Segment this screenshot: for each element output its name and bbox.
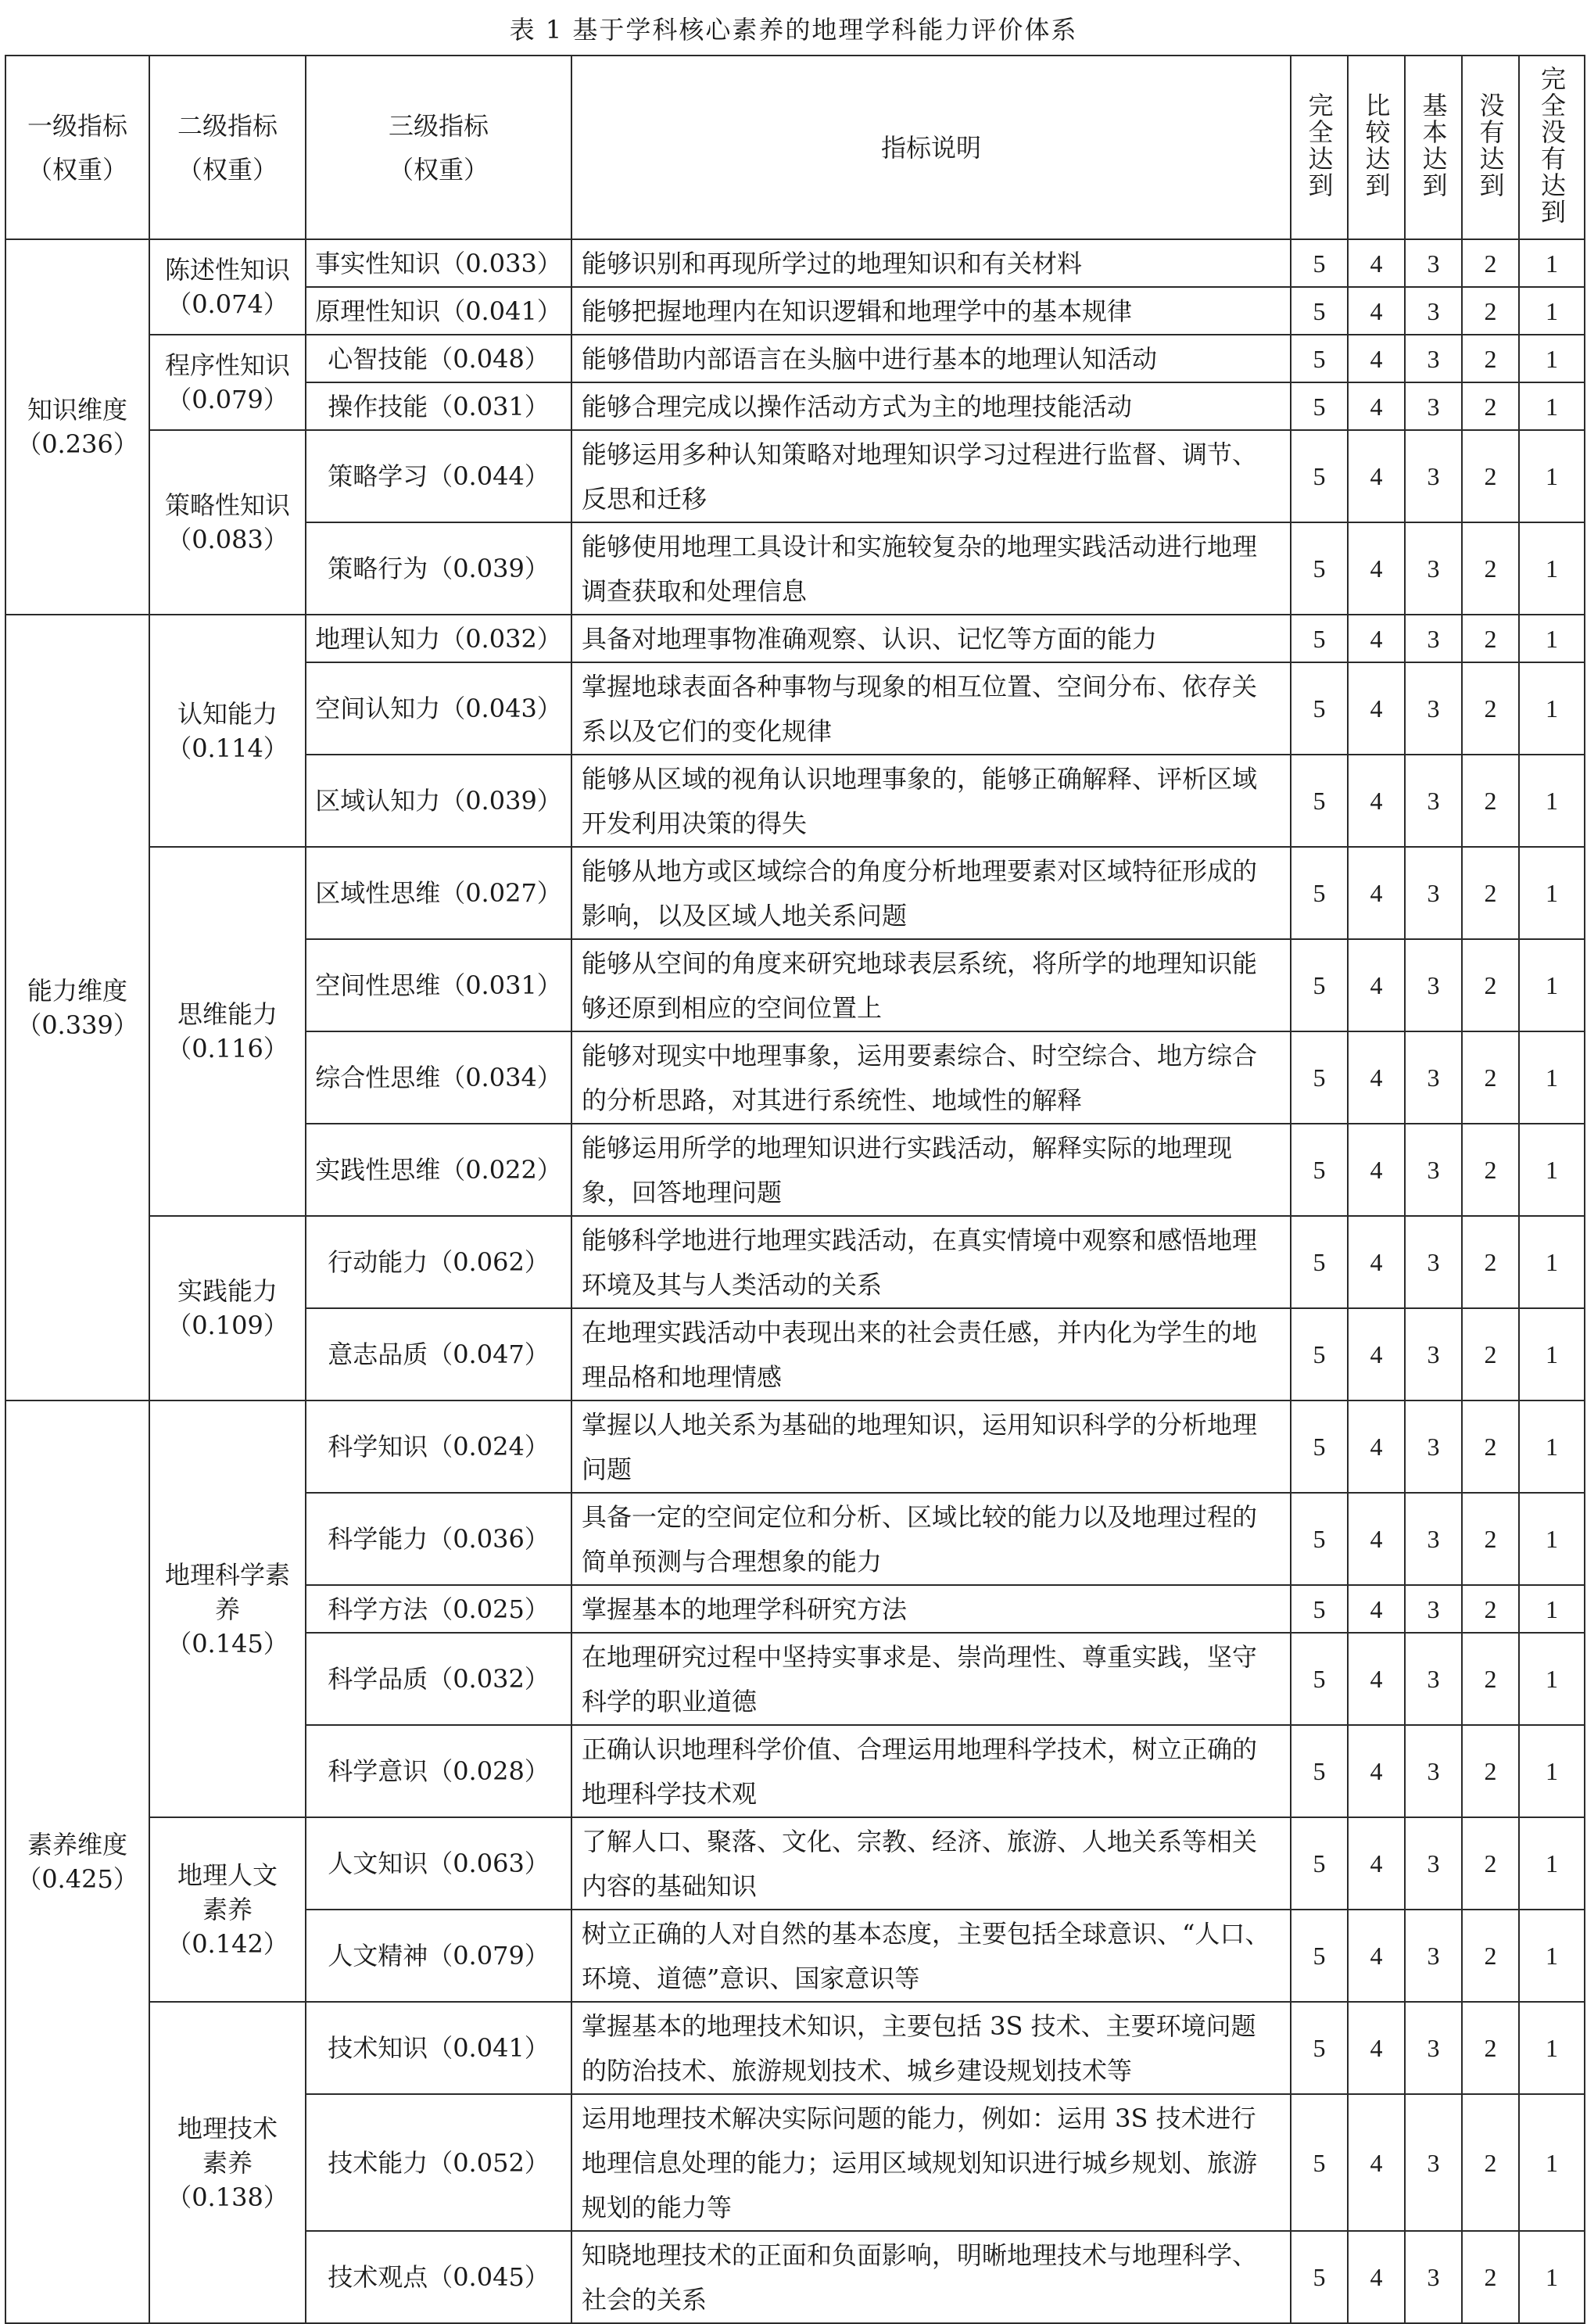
header-level3: [306, 56, 571, 239]
indicator-description: 在地理研究过程中坚持实事求是、崇尚理性、尊重实践，坚守科学的职业道德: [571, 1633, 1291, 1725]
level3-indicator: 科学意识（0.028）: [306, 1725, 571, 1817]
table-row: [5, 1400, 1585, 1493]
indicator-description: 掌握地球表面各种事物与现象的相互位置、空间分布、依存关系以及它们的变化规律: [571, 662, 1291, 755]
indicator-description: 能够从空间的角度来研究地球表层系统，将所学的地理知识能够还原到相应的空间位置上: [571, 939, 1291, 1031]
score-mostly: 4: [1348, 847, 1405, 939]
score-basic: 3: [1405, 1124, 1462, 1216]
indicator-description: 能够借助内部语言在头脑中进行基本的地理认知活动: [571, 335, 1291, 382]
level2-line: （0.079）: [167, 385, 288, 414]
score-mostly: 4: [1348, 239, 1405, 287]
indicator-description: 知晓地理技术的正面和负面影响，明晰地理技术与地理科学、社会的关系: [571, 2231, 1291, 2323]
score-full: 5: [1291, 522, 1348, 615]
score-full: 5: [1291, 239, 1348, 287]
indicator-description: 能够识别和再现所学过的地理知识和有关材料: [571, 239, 1291, 287]
score-not: 2: [1462, 1124, 1519, 1216]
level1-cell: [5, 615, 149, 1400]
score-basic: 3: [1405, 1216, 1462, 1308]
score-mostly: 4: [1348, 1910, 1405, 2002]
score-full: 5: [1291, 755, 1348, 847]
level3-indicator: 心智技能（0.048）: [306, 335, 571, 382]
score-none: 1: [1519, 1124, 1585, 1216]
indicator-description: 掌握以人地关系为基础的地理知识，运用知识科学的分析地理问题: [571, 1400, 1291, 1493]
score-mostly: 4: [1348, 1585, 1405, 1633]
score-not: 2: [1462, 430, 1519, 522]
level2-cell: [149, 1817, 306, 2002]
level2-line: （0.116）: [167, 1034, 288, 1063]
level3-indicator: 实践性思维（0.022）: [306, 1124, 571, 1216]
score-basic: 3: [1405, 1633, 1462, 1725]
level3-indicator: 区域认知力（0.039）: [306, 755, 571, 847]
level3-indicator: 地理认知力（0.032）: [306, 615, 571, 662]
score-basic: 3: [1405, 335, 1462, 382]
score-mostly: 4: [1348, 662, 1405, 755]
score-none: 1: [1519, 1493, 1585, 1585]
score-basic: 3: [1405, 1400, 1462, 1493]
header-rating-not: [1462, 56, 1519, 239]
score-none: 1: [1519, 1585, 1585, 1633]
score-not: 2: [1462, 239, 1519, 287]
score-basic: 3: [1405, 2231, 1462, 2323]
level2-line: 程序性知识: [164, 350, 290, 380]
level2-cell: [149, 2002, 306, 2323]
score-full: 5: [1291, 847, 1348, 939]
level2-cell: [149, 1400, 306, 1817]
level2-cell: [149, 335, 306, 430]
score-mostly: 4: [1348, 939, 1405, 1031]
score-none: 1: [1519, 1817, 1585, 1910]
level2-line: 思维能力: [177, 999, 278, 1029]
score-basic: 3: [1405, 939, 1462, 1031]
header-level1: [5, 56, 149, 239]
indicator-description: 掌握基本的地理技术知识，主要包括 3S 技术、主要环境问题的防治技术、旅游规划技术、城乡建设规划技术等: [571, 2002, 1291, 2094]
score-not: 2: [1462, 1910, 1519, 2002]
level2-line: 素养: [202, 1895, 253, 1924]
level3-indicator: 技术能力（0.052）: [306, 2094, 571, 2231]
level2-line: （0.109）: [167, 1311, 288, 1340]
score-mostly: 4: [1348, 1817, 1405, 1910]
score-mostly: 4: [1348, 1308, 1405, 1400]
score-mostly: 4: [1348, 1031, 1405, 1124]
level3-indicator: 空间认知力（0.043）: [306, 662, 571, 755]
score-full: 5: [1291, 1585, 1348, 1633]
score-full: 5: [1291, 615, 1348, 662]
indicator-description: 在地理实践活动中表现出来的社会责任感，并内化为学生的地理品格和地理情感: [571, 1308, 1291, 1400]
score-full: 5: [1291, 1124, 1348, 1216]
header-rating-full-label: 完全达到: [1304, 91, 1334, 199]
level2-line: （0.142）: [167, 1929, 288, 1959]
level3-indicator: 空间性思维（0.031）: [306, 939, 571, 1031]
score-basic: 3: [1405, 615, 1462, 662]
score-none: 1: [1519, 239, 1585, 287]
score-full: 5: [1291, 1725, 1348, 1817]
header-level3-title: 三级指标: [388, 110, 489, 141]
level3-indicator: 人文精神（0.079）: [306, 1910, 571, 2002]
score-none: 1: [1519, 755, 1585, 847]
score-mostly: 4: [1348, 1725, 1405, 1817]
score-basic: 3: [1405, 1817, 1462, 1910]
header-rating-none: [1519, 56, 1585, 239]
score-mostly: 4: [1348, 755, 1405, 847]
score-none: 1: [1519, 430, 1585, 522]
indicator-description: 能够运用所学的地理知识进行实践活动，解释实际的地理现象，回答地理问题: [571, 1124, 1291, 1216]
score-none: 1: [1519, 1031, 1585, 1124]
indicator-description: 掌握基本的地理学科研究方法: [571, 1585, 1291, 1633]
level2-line: （0.083）: [167, 525, 288, 554]
score-none: 1: [1519, 2231, 1585, 2323]
score-basic: 3: [1405, 662, 1462, 755]
level3-indicator: 操作技能（0.031）: [306, 382, 571, 430]
score-full: 5: [1291, 287, 1348, 335]
score-full: 5: [1291, 1216, 1348, 1308]
level1-weight: （0.236）: [16, 429, 138, 459]
score-none: 1: [1519, 1633, 1585, 1725]
level2-cell: [149, 1216, 306, 1400]
score-full: 5: [1291, 335, 1348, 382]
score-none: 1: [1519, 2094, 1585, 2231]
level2-line: 地理人文: [177, 1860, 278, 1890]
level2-line: 地理科学素: [164, 1559, 290, 1590]
level1-name: 能力维度: [27, 975, 127, 1006]
level1-cell: [5, 1400, 149, 2323]
score-mostly: 4: [1348, 2094, 1405, 2231]
header-description: 指标说明: [571, 56, 1291, 239]
level3-indicator: 策略行为（0.039）: [306, 522, 571, 615]
indicator-description: 能够从区域的视角认识地理事象的，能够正确解释、评析区域开发利用决策的得失: [571, 755, 1291, 847]
indicator-description: 能够合理完成以操作活动方式为主的地理技能活动: [571, 382, 1291, 430]
header-level2-weight: （权重）: [177, 154, 278, 185]
score-not: 2: [1462, 1400, 1519, 1493]
score-not: 2: [1462, 2231, 1519, 2323]
score-mostly: 4: [1348, 615, 1405, 662]
score-not: 2: [1462, 755, 1519, 847]
level2-line: 策略性知识: [164, 490, 290, 520]
header-level2: [149, 56, 306, 239]
header-rating-mostly-label: 比较达到: [1361, 91, 1392, 199]
level3-indicator: 科学知识（0.024）: [306, 1400, 571, 1493]
score-not: 2: [1462, 1031, 1519, 1124]
score-not: 2: [1462, 1308, 1519, 1400]
score-basic: 3: [1405, 1031, 1462, 1124]
header-level3-weight: （权重）: [388, 154, 489, 185]
level2-cell: [149, 615, 306, 847]
score-basic: 3: [1405, 2002, 1462, 2094]
level3-indicator: 综合性思维（0.034）: [306, 1031, 571, 1124]
indicator-description: 树立正确的人对自然的基本态度，主要包括全球意识、“人口、环境、道德”意识、国家意识等: [571, 1910, 1291, 2002]
score-not: 2: [1462, 335, 1519, 382]
score-not: 2: [1462, 1725, 1519, 1817]
indicator-description: 具备对地理事物准确观察、认识、记忆等方面的能力: [571, 615, 1291, 662]
table-row: [5, 2002, 1585, 2094]
score-not: 2: [1462, 1633, 1519, 1725]
score-none: 1: [1519, 847, 1585, 939]
score-basic: 3: [1405, 1725, 1462, 1817]
score-full: 5: [1291, 939, 1348, 1031]
score-mostly: 4: [1348, 287, 1405, 335]
indicator-description: 运用地理技术解决实际问题的能力，例如：运用 3S 技术进行地理信息处理的能力；运用区域规划知识进行城乡规划、旅游规划的能力等: [571, 2094, 1291, 2231]
header-rating-basic: [1405, 56, 1462, 239]
level1-name: 素养维度: [27, 1830, 127, 1860]
indicator-description: 正确认识地理科学价值、合理运用地理科学技术，树立正确的地理科学技术观: [571, 1725, 1291, 1817]
score-basic: 3: [1405, 239, 1462, 287]
score-full: 5: [1291, 1910, 1348, 2002]
level2-line: 陈述性知识: [164, 255, 290, 285]
level2-cell: [149, 239, 306, 335]
level2-cell: [149, 847, 306, 1216]
table-body: [5, 239, 1585, 2323]
header-rating-none-label: 完全没有达到: [1537, 65, 1567, 225]
indicator-description: 能够运用多种认知策略对地理知识学习过程进行监督、调节、反思和迁移: [571, 430, 1291, 522]
level2-line: 认知能力: [177, 698, 278, 729]
score-none: 1: [1519, 522, 1585, 615]
table-row: [5, 335, 1585, 382]
score-basic: 3: [1405, 382, 1462, 430]
score-mostly: 4: [1348, 2002, 1405, 2094]
score-not: 2: [1462, 939, 1519, 1031]
score-none: 1: [1519, 382, 1585, 430]
indicator-description: 能够科学地进行地理实践活动，在真实情境中观察和感悟地理环境及其与人类活动的关系: [571, 1216, 1291, 1308]
score-basic: 3: [1405, 1493, 1462, 1585]
header-rating-not-label: 没有达到: [1475, 91, 1506, 199]
header-rating-mostly: [1348, 56, 1405, 239]
score-none: 1: [1519, 939, 1585, 1031]
indicator-description: 能够对现实中地理事象，运用要素综合、时空综合、地方综合的分析思路，对其进行系统性、地域性的解释: [571, 1031, 1291, 1124]
score-not: 2: [1462, 662, 1519, 755]
header-rating-full: [1291, 56, 1348, 239]
header-rating-basic-label: 基本达到: [1418, 91, 1449, 199]
score-basic: 3: [1405, 430, 1462, 522]
score-full: 5: [1291, 430, 1348, 522]
table-row: [5, 615, 1585, 662]
score-full: 5: [1291, 1400, 1348, 1493]
level2-line: （0.145）: [167, 1628, 288, 1659]
score-not: 2: [1462, 1216, 1519, 1308]
score-full: 5: [1291, 2094, 1348, 2231]
indicator-description: 能够把握地理内在知识逻辑和地理学中的基本规律: [571, 287, 1291, 335]
level1-name: 知识维度: [27, 395, 127, 425]
level3-indicator: 策略学习（0.044）: [306, 430, 571, 522]
score-not: 2: [1462, 522, 1519, 615]
score-mostly: 4: [1348, 382, 1405, 430]
score-none: 1: [1519, 2002, 1585, 2094]
score-not: 2: [1462, 1585, 1519, 1633]
score-none: 1: [1519, 1725, 1585, 1817]
level2-line: （0.074）: [167, 289, 288, 319]
score-basic: 3: [1405, 522, 1462, 615]
score-full: 5: [1291, 1633, 1348, 1725]
score-not: 2: [1462, 382, 1519, 430]
table-row: [5, 1216, 1585, 1308]
score-full: 5: [1291, 1493, 1348, 1585]
score-none: 1: [1519, 1910, 1585, 2002]
level3-indicator: 科学方法（0.025）: [306, 1585, 571, 1633]
score-not: 2: [1462, 2002, 1519, 2094]
score-none: 1: [1519, 1308, 1585, 1400]
level1-weight: （0.425）: [16, 1864, 138, 1894]
score-none: 1: [1519, 1400, 1585, 1493]
level2-line: （0.114）: [167, 733, 288, 763]
score-none: 1: [1519, 1216, 1585, 1308]
score-not: 2: [1462, 615, 1519, 662]
score-mostly: 4: [1348, 1216, 1405, 1308]
level3-indicator: 科学品质（0.032）: [306, 1633, 571, 1725]
level3-indicator: 技术知识（0.041）: [306, 2002, 571, 2094]
score-basic: 3: [1405, 847, 1462, 939]
indicator-description: 能够使用地理工具设计和实施较复杂的地理实践活动进行地理调查获取和处理信息: [571, 522, 1291, 615]
score-full: 5: [1291, 662, 1348, 755]
score-mostly: 4: [1348, 522, 1405, 615]
level2-line: 实践能力: [177, 1276, 278, 1306]
level3-indicator: 人文知识（0.063）: [306, 1817, 571, 1910]
score-full: 5: [1291, 1817, 1348, 1910]
score-full: 5: [1291, 1308, 1348, 1400]
level3-indicator: 科学能力（0.036）: [306, 1493, 571, 1585]
score-basic: 3: [1405, 1308, 1462, 1400]
indicator-description: 具备一定的空间定位和分析、区域比较的能力以及地理过程的简单预测与合理想象的能力: [571, 1493, 1291, 1585]
indicator-description: 了解人口、聚落、文化、宗教、经济、旅游、人地关系等相关内容的基础知识: [571, 1817, 1291, 1910]
score-mostly: 4: [1348, 430, 1405, 522]
score-basic: 3: [1405, 755, 1462, 847]
score-basic: 3: [1405, 2094, 1462, 2231]
score-mostly: 4: [1348, 1633, 1405, 1725]
level2-line: 养: [214, 1594, 240, 1624]
table-row: [5, 430, 1585, 522]
score-basic: 3: [1405, 287, 1462, 335]
score-basic: 3: [1405, 1910, 1462, 2002]
score-none: 1: [1519, 615, 1585, 662]
score-full: 5: [1291, 1031, 1348, 1124]
score-not: 2: [1462, 1493, 1519, 1585]
level1-weight: （0.339）: [16, 1010, 138, 1040]
header-level1-weight: （权重）: [27, 154, 127, 185]
level2-line: 地理技术: [177, 2113, 278, 2143]
score-full: 5: [1291, 382, 1348, 430]
level3-indicator: 区域性思维（0.027）: [306, 847, 571, 939]
level3-indicator: 原理性知识（0.041）: [306, 287, 571, 335]
score-mostly: 4: [1348, 1124, 1405, 1216]
indicator-description: 能够从地方或区域综合的角度分析地理要素对区域特征形成的影响，以及区域人地关系问题: [571, 847, 1291, 939]
score-full: 5: [1291, 2002, 1348, 2094]
score-not: 2: [1462, 847, 1519, 939]
level3-indicator: 事实性知识（0.033）: [306, 239, 571, 287]
table-caption: 表 1 基于学科核心素养的地理学科能力评价体系: [509, 15, 1078, 45]
score-mostly: 4: [1348, 1493, 1405, 1585]
level3-indicator: 技术观点（0.045）: [306, 2231, 571, 2323]
score-mostly: 4: [1348, 2231, 1405, 2323]
score-none: 1: [1519, 335, 1585, 382]
score-mostly: 4: [1348, 1400, 1405, 1493]
table-row: [5, 239, 1585, 287]
level2-line: 素养: [202, 2147, 253, 2178]
level1-cell: [5, 239, 149, 615]
score-mostly: 4: [1348, 335, 1405, 382]
level3-indicator: 意志品质（0.047）: [306, 1308, 571, 1400]
score-none: 1: [1519, 287, 1585, 335]
evaluation-table: [5, 55, 1585, 2324]
table-row: [5, 1817, 1585, 1910]
level2-cell: [149, 430, 306, 615]
table-row: [5, 847, 1585, 939]
level2-line: （0.138）: [167, 2182, 288, 2212]
score-full: 5: [1291, 2231, 1348, 2323]
header-level2-title: 二级指标: [177, 110, 278, 141]
score-not: 2: [1462, 287, 1519, 335]
score-none: 1: [1519, 662, 1585, 755]
score-not: 2: [1462, 2094, 1519, 2231]
score-basic: 3: [1405, 1585, 1462, 1633]
header-row: [5, 56, 1585, 239]
score-not: 2: [1462, 1817, 1519, 1910]
header-level1-title: 一级指标: [27, 110, 127, 141]
level3-indicator: 行动能力（0.062）: [306, 1216, 571, 1308]
